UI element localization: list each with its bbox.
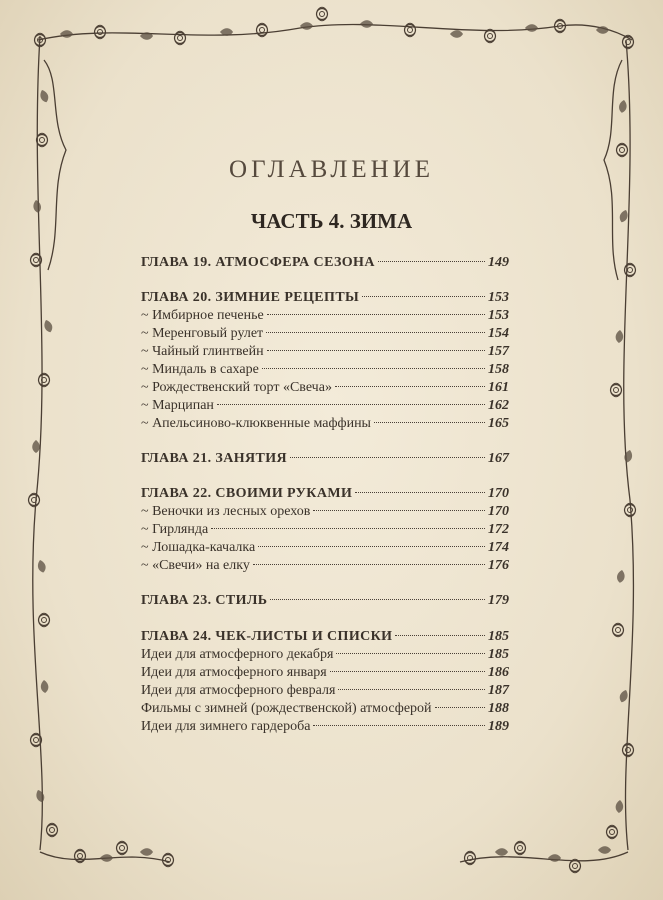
dot-leader — [435, 707, 485, 708]
toc-item[interactable] — [141, 344, 509, 362]
dot-leader — [338, 689, 485, 690]
dot-leader — [313, 725, 485, 726]
toc-item[interactable] — [141, 362, 509, 380]
dot-leader — [374, 422, 485, 423]
dot-leader — [258, 546, 485, 547]
toc-label: ~ Веночки из лесных орехов — [141, 504, 311, 519]
dot-leader — [378, 261, 485, 262]
toc-label: ГЛАВА 19. АТМОСФЕРА СЕЗОНА — [141, 255, 375, 270]
dot-leader — [211, 528, 485, 529]
toc-label: Идеи для атмосферного февраля — [141, 683, 336, 698]
toc-item[interactable] — [141, 522, 509, 540]
toc-page-number: 188 — [488, 701, 509, 716]
toc-item[interactable] — [141, 308, 509, 326]
toc-page-number: 174 — [488, 540, 509, 555]
dot-leader — [313, 510, 485, 511]
toc-page-number: 170 — [488, 486, 509, 501]
toc-label: ~ «Свечи» на елку — [141, 558, 250, 573]
toc-label: ГЛАВА 23. СТИЛЬ — [141, 593, 268, 608]
toc-label: ~ Чайный глинтвейн — [141, 344, 264, 359]
toc-chapter-20[interactable] — [141, 290, 509, 308]
toc-item[interactable] — [141, 701, 509, 719]
toc-label: ГЛАВА 20. ЗИМНИЕ РЕЦЕПТЫ — [141, 290, 360, 305]
toc-item[interactable] — [141, 380, 509, 398]
toc-page-number: 185 — [488, 629, 509, 644]
toc-page-number: 161 — [488, 380, 509, 395]
toc-page-number: 179 — [488, 593, 509, 608]
toc-label: ~ Рождественский торт «Свеча» — [141, 380, 332, 395]
dot-leader — [355, 492, 485, 493]
part-heading: ЧАСТЬ 4. ЗИМА — [250, 209, 413, 233]
toc-page-number: 170 — [488, 504, 509, 519]
toc-label: Идеи для зимнего гардероба — [141, 719, 311, 734]
toc-label: ГЛАВА 22. СВОИМИ РУКАМИ — [141, 486, 353, 501]
toc-label: Фильмы с зимней (рождественской) атмосферой — [141, 701, 432, 716]
toc-item[interactable] — [141, 504, 509, 522]
toc-label: ~ Гирлянда — [141, 522, 209, 537]
toc-page-number: 167 — [488, 451, 509, 466]
dot-leader — [253, 564, 485, 565]
dot-leader — [267, 350, 485, 351]
toc-item[interactable] — [141, 416, 509, 434]
toc-page-number: 186 — [488, 665, 509, 680]
toc-label: ~ Меренговый рулет — [141, 326, 264, 341]
toc-page-number: 158 — [488, 362, 509, 377]
dot-leader — [395, 635, 485, 636]
toc-item[interactable] — [141, 719, 509, 737]
dot-leader — [335, 386, 485, 387]
toc-page-number: 189 — [488, 719, 509, 734]
toc-label: ~ Апельсиново-клюквенные маффины — [141, 416, 371, 431]
toc-label: ~ Миндаль в сахаре — [141, 362, 259, 377]
toc-label: Идеи для атмосферного января — [141, 665, 327, 680]
toc-page-number: 185 — [488, 647, 509, 662]
dot-leader — [336, 653, 485, 654]
toc-item[interactable] — [141, 665, 509, 683]
dot-leader — [290, 457, 485, 458]
dot-leader — [362, 296, 485, 297]
toc-item[interactable] — [141, 647, 509, 665]
toc-page-number: 149 — [488, 255, 509, 270]
toc-page-number: 153 — [488, 290, 509, 305]
toc-page-number: 187 — [488, 683, 509, 698]
toc-page-number: 162 — [488, 398, 509, 413]
toc-item[interactable] — [141, 398, 509, 416]
toc-page-number: 165 — [488, 416, 509, 431]
toc-page-number: 153 — [488, 308, 509, 323]
toc-chapter-22[interactable] — [141, 486, 509, 504]
toc-label: ГЛАВА 21. ЗАНЯТИЯ — [141, 451, 288, 466]
toc-chapter-23[interactable] — [141, 593, 509, 611]
toc-item[interactable] — [141, 558, 509, 576]
toc-chapter-24[interactable] — [141, 629, 509, 647]
toc-item[interactable] — [141, 683, 509, 701]
toc-page-number: 176 — [488, 558, 509, 573]
page-title: ОГЛАВЛЕНИЕ — [229, 156, 434, 183]
toc-item[interactable] — [141, 326, 509, 344]
toc-page-number: 172 — [488, 522, 509, 537]
dot-leader — [267, 314, 485, 315]
toc-label: ~ Имбирное печенье — [141, 308, 264, 323]
toc-label: ~ Марципан — [141, 398, 214, 413]
toc-label: Идеи для атмосферного декабря — [141, 647, 334, 662]
toc-chapter-19[interactable] — [141, 255, 509, 273]
toc-label: ГЛАВА 24. ЧЕК-ЛИСТЫ И СПИСКИ — [141, 629, 393, 644]
dot-leader — [217, 404, 485, 405]
dot-leader — [330, 671, 485, 672]
toc-chapter-21[interactable] — [141, 451, 509, 469]
dot-leader — [270, 599, 485, 600]
toc-page-number: 154 — [488, 326, 509, 341]
toc-page-number: 157 — [488, 344, 509, 359]
toc-label: ~ Лошадка-качалка — [141, 540, 256, 555]
toc-item[interactable] — [141, 540, 509, 558]
dot-leader — [262, 368, 485, 369]
dot-leader — [266, 332, 485, 333]
